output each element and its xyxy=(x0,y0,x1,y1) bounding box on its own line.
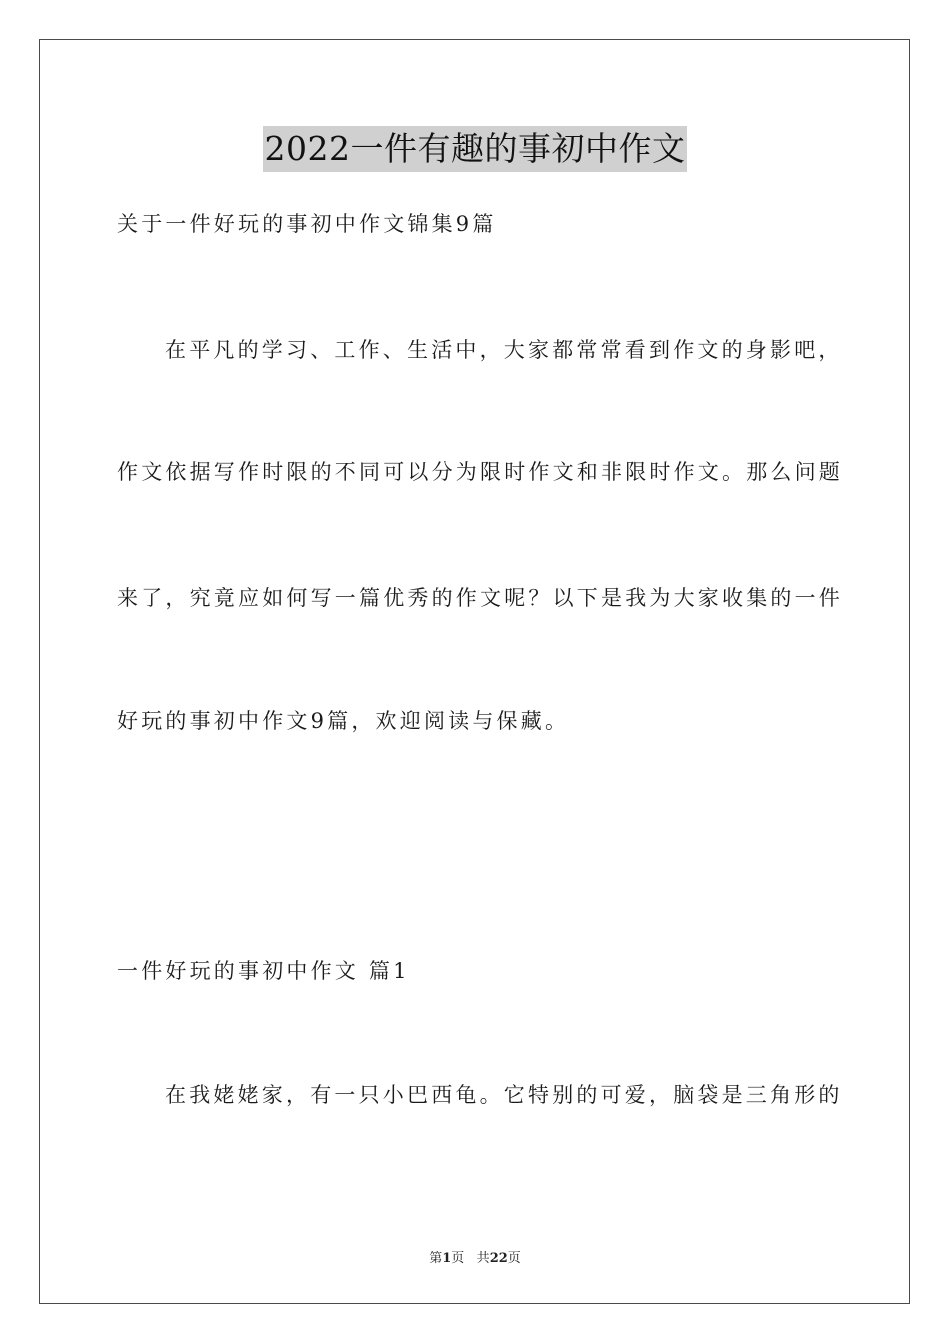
page-footer xyxy=(0,1247,950,1266)
section-heading: 一件好玩的事初中作文 篇1 xyxy=(117,959,410,983)
document-subtitle: 关于一件好玩的事初中作文锦集9篇 xyxy=(117,212,497,236)
intro-line-1: 在平凡的学习、工作、生活中，大家都常常看到作文的身影吧， xyxy=(165,338,843,362)
footer-page-suffix: 页 xyxy=(451,1251,465,1266)
document-title: 2022一件有趣的事初中作文 xyxy=(263,126,688,172)
footer-page-total: 22 xyxy=(489,1251,508,1266)
footer-page-prefix: 第 xyxy=(429,1251,443,1266)
title-container xyxy=(0,126,950,172)
footer-total-suffix: 页 xyxy=(507,1251,521,1266)
intro-line-3: 来了，究竟应如何写一篇优秀的作文呢？以下是我为大家收集的一件 xyxy=(117,586,843,610)
section-line-1: 在我姥姥家，有一只小巴西龟。它特别的可爱，脑袋是三角形的 xyxy=(165,1083,843,1107)
footer-total-prefix: 共 xyxy=(476,1251,490,1266)
intro-line-4: 好玩的事初中作文9篇，欢迎阅读与保藏。 xyxy=(117,709,570,733)
intro-line-2: 作文依据写作时限的不同可以分为限时作文和非限时作文。那么问题 xyxy=(117,460,843,484)
footer-page-current: 1 xyxy=(442,1251,452,1266)
